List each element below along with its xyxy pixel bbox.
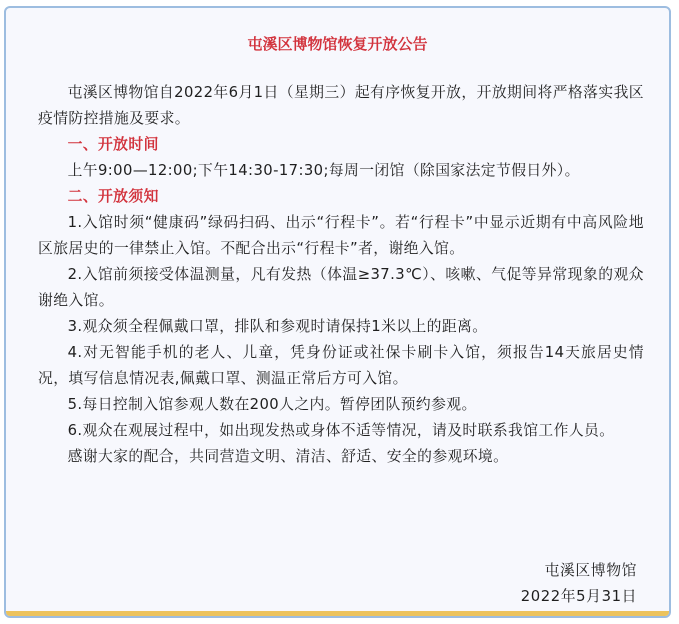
section-heading-rules: 二、开放须知 xyxy=(67,188,159,205)
notice-body xyxy=(38,80,644,470)
section-heading-hours: 一、开放时间 xyxy=(67,136,159,153)
closing-paragraph: 感谢大家的配合，共同营造文明、清洁、舒适、安全的参观环境。 xyxy=(67,448,509,465)
rule-item: 2.入馆前须接受体温测量，凡有发热（体温≥37.3℃）、咳嗽、气促等异常现象的观众谢绝入馆。 xyxy=(38,266,644,309)
signature-block xyxy=(521,558,637,610)
rule-item: 6.观众在观展过程中，如出现发热或身体不适等情况，请及时联系我馆工作人员。 xyxy=(67,422,615,439)
bottom-accent-bar xyxy=(6,611,669,616)
rule-item: 1.入馆时须“健康码”绿码扫码、出示“行程卡”。若“行程卡”中显示近期有中高风险地区旅居史的一律禁止入馆。不配合出示“行程卡”者，谢绝入馆。 xyxy=(38,214,644,257)
opening-hours-paragraph: 上午9:00—12:00;下午14:30-17:30;每周一闭馆（除国家法定节假日外）。 xyxy=(67,162,580,179)
rule-item: 3.观众须全程佩戴口罩，排队和参观时请保持1米以上的距离。 xyxy=(67,318,488,335)
notice-title: 屯溪区博物馆恢复开放公告 xyxy=(247,35,428,53)
signature-name: 屯溪区博物馆 xyxy=(544,562,637,579)
rule-item: 4.对无智能手机的老人、儿童，凭身份证或社保卡刷卡入馆，须报告14天旅居史情况，填写信息情况表,佩戴口罩、测温正常后方可入馆。 xyxy=(38,344,644,387)
rule-item: 5.每日控制入馆参观人数在200人之内。暂停团队预约参观。 xyxy=(67,396,477,413)
signature-date: 2022年5月31日 xyxy=(520,588,637,605)
intro-paragraph: 屯溪区博物馆自2022年6月1日（星期三）起有序恢复开放，开放期间将严格落实我区疫情防控措施及要求。 xyxy=(38,84,644,127)
notice-card xyxy=(4,6,671,618)
